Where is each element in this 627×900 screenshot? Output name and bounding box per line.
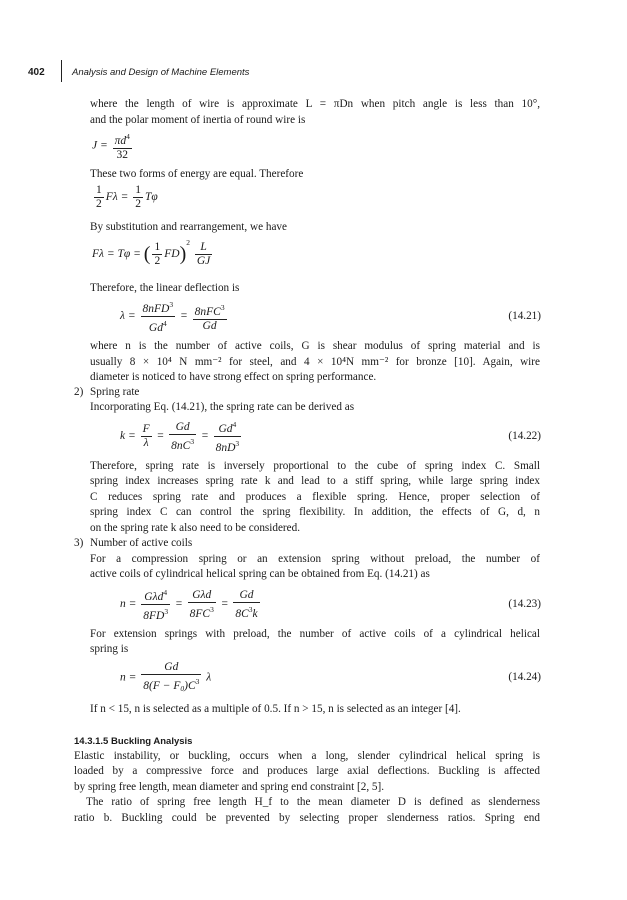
list-title: Spring rate xyxy=(90,386,140,398)
text-line: Elastic instability, or buckling, occurs when a long, slender cylindrical helical spring is xyxy=(74,750,540,762)
page-number: 402 xyxy=(28,67,45,78)
text-line: and the polar moment of inertia of round wire is xyxy=(90,114,306,126)
text-line: Therefore, spring rate is inversely proportional to the cube of spring index C. Small xyxy=(90,460,540,472)
equation-rearranged: Fλ = Tφ = ( $\frac{1}{2}$ FD)$^2$ $\frac{L}{GJ}$ xyxy=(92,238,211,267)
text-line: where the length of wire is approximate L = πDn when pitch angle is less than 10°, xyxy=(90,98,540,110)
text-line: active coils of cylindrical helical spring can be obtained from Eq. (14.21) as xyxy=(90,568,430,580)
equation-linear-deflection: λ = 8nFD$^3$ Gd$^4$ = 8nFC$^3$ Gd xyxy=(120,300,225,334)
running-title: Analysis and Design of Machine Elements xyxy=(72,67,250,78)
text-line: where n is the number of active coils, G is shear modulus of spring material and is xyxy=(90,340,540,352)
text-line: Therefore, the linear deflection is xyxy=(90,282,240,294)
equation-number: (14.21) xyxy=(508,310,541,322)
text-line: C reduces spring rate and produces a flexible spring. Hence, proper selection of xyxy=(90,491,540,503)
text-line: For extension springs with preload, the number of active coils of a cylindrical helical xyxy=(90,628,540,640)
text-line: If n < 15, n is selected as a multiple of 0.5. If n > 15, n is selected as an integer [4]. xyxy=(90,703,461,715)
text-line: ratio b. Buckling could be prevented by selecting proper slenderness ratios. Spring end xyxy=(74,812,540,824)
text-line: spring index C can control the spring flexibility. In addition, the effects of G, d, n xyxy=(90,506,540,518)
text-line: spring is xyxy=(90,643,129,655)
text-line: usually 8 × 10⁴ N mm⁻² for steel, and 4 × 10⁴N mm⁻² for bronze [10]. Again, wire xyxy=(90,356,540,368)
text-line: diameter is noticed to have strong effect on spring performance. xyxy=(90,371,377,383)
text-line: These two forms of energy are equal. Therefore xyxy=(90,168,304,180)
text-line: For a compression spring or an extension spring without preload, the number of xyxy=(90,553,540,565)
equation-polar-moment: J = $\frac{\pi d^4}{32}$ xyxy=(92,132,130,161)
text-line: loaded by a compressive force and produces large axial deflections. Buckling is affected xyxy=(74,765,540,777)
header-divider xyxy=(61,60,62,82)
list-number: 3) xyxy=(74,537,84,549)
equation-energy-balance: $\frac{1}{2}$ Fλ = $\frac{1}{2}$ Tφ xyxy=(96,184,158,210)
list-number: 2) xyxy=(74,386,84,398)
list-title: Number of active coils xyxy=(90,537,193,549)
text-line: by spring free length, mean diameter and spring end constraint [2, 5]. xyxy=(74,781,385,793)
equation-spring-rate: k = $\frac{F}{\lambda}$ = $\frac{Gd}{8nC^3}$ = $\frac{Gd^4}{8nD^3}$ xyxy=(120,420,240,454)
equation-preload-coils: n = $\frac{Gd}{8(F - F_0)C^3}$ λ xyxy=(120,661,212,693)
equation-active-coils: n = Gλd$^4$ $8FD^3$ = Gλd $8FC^3$ = $\frac{Gd}{8C^3k}$ xyxy=(120,588,258,622)
text-line: on the spring rate k also need to be considered. xyxy=(90,522,301,534)
text-line: spring index increases spring rate k and lead to a stiff spring, while large spring index xyxy=(90,475,540,487)
equation-number: (14.23) xyxy=(508,598,541,610)
text-line: Incorporating Eq. (14.21), the spring rate can be derived as xyxy=(90,401,355,413)
text-line: By substitution and rearrangement, we have xyxy=(90,221,287,233)
section-heading: 14.3.1.5 Buckling Analysis xyxy=(74,736,193,747)
equation-number: (14.24) xyxy=(508,671,541,683)
page-header xyxy=(0,60,627,82)
equation-number: (14.22) xyxy=(508,430,541,442)
text-line: The ratio of spring free length H_f to the mean diameter D is defined as slenderness xyxy=(86,796,540,808)
